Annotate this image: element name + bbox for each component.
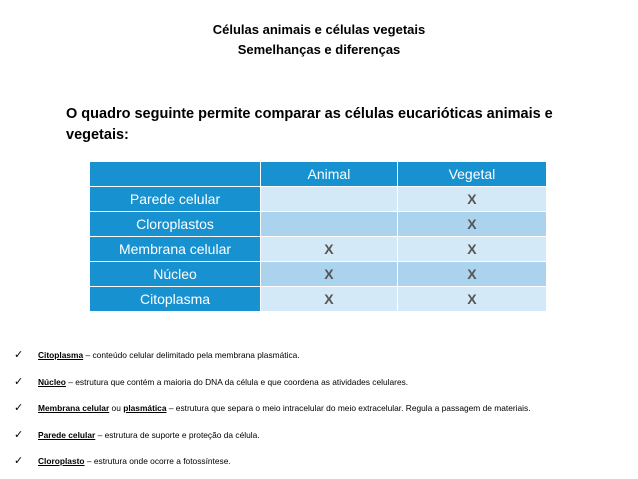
row-label: Citoplasma [90, 287, 261, 312]
note-text: – conteúdo celular delimitado pela membrana plasmática. [83, 350, 300, 360]
note-connector: ou [109, 403, 124, 413]
list-item [14, 422, 634, 449]
intro-text: O quadro seguinte permite comparar as células eucarióticas animais e vegetais: [66, 106, 553, 143]
comparison-table [89, 161, 547, 312]
list-item [14, 369, 634, 396]
row-label: Parede celular [90, 187, 261, 212]
page-title [0, 20, 638, 60]
title-line-2: Semelhanças e diferenças [237, 42, 401, 57]
row-label: Membrana celular [90, 237, 261, 262]
header-animal: Animal [261, 162, 398, 187]
checkmark-icon: ✓ [14, 427, 24, 441]
title-line-1: Células animais e células vegetais [212, 22, 426, 37]
table-row [90, 187, 547, 212]
list-item [14, 448, 634, 475]
note-term: Parede celular [38, 429, 96, 440]
note-term: Citoplasma [38, 350, 84, 360]
vegetal-cell: X [397, 187, 546, 212]
animal-cell [261, 212, 398, 237]
table-row [90, 262, 547, 287]
note-term: Membrana celular [38, 403, 110, 413]
definitions-list [14, 342, 634, 475]
row-label: Cloroplastos [90, 212, 261, 237]
vegetal-cell: X [397, 287, 546, 312]
note-term-2: plasmática [123, 403, 167, 413]
vegetal-cell: X [397, 212, 546, 237]
note-text: – estrutura que contém a maioria do DNA da célula e que coordena as atividades celulares. [65, 376, 409, 387]
animal-cell: X [261, 237, 398, 262]
note-text: – estrutura de suporte e proteção da célula. [95, 429, 260, 440]
animal-cell: X [261, 262, 398, 287]
list-item [14, 342, 634, 369]
list-item [14, 395, 634, 422]
vegetal-cell: X [397, 237, 546, 262]
header-blank-cell [90, 162, 261, 187]
checkmark-icon: ✓ [14, 454, 24, 467]
animal-cell: X [261, 287, 398, 312]
note-text: – estrutura que separa o meio intracelular do meio extracelular. Regula a passagem de materiais. [166, 403, 531, 413]
checkmark-icon: ✓ [14, 348, 24, 361]
table-row [90, 287, 547, 312]
checkmark-icon: ✓ [14, 401, 24, 414]
animal-cell [261, 187, 398, 212]
checkmark-icon: ✓ [14, 374, 24, 388]
table-header-row [90, 162, 547, 187]
table-row [90, 212, 547, 237]
header-vegetal: Vegetal [397, 162, 546, 187]
note-term: Cloroplasto [38, 456, 85, 466]
note-term: Núcleo [38, 376, 66, 387]
vegetal-cell: X [397, 262, 546, 287]
row-label: Núcleo [90, 262, 261, 287]
table-row [90, 237, 547, 262]
note-text: – estrutura onde ocorre a fotossíntese. [84, 456, 231, 466]
